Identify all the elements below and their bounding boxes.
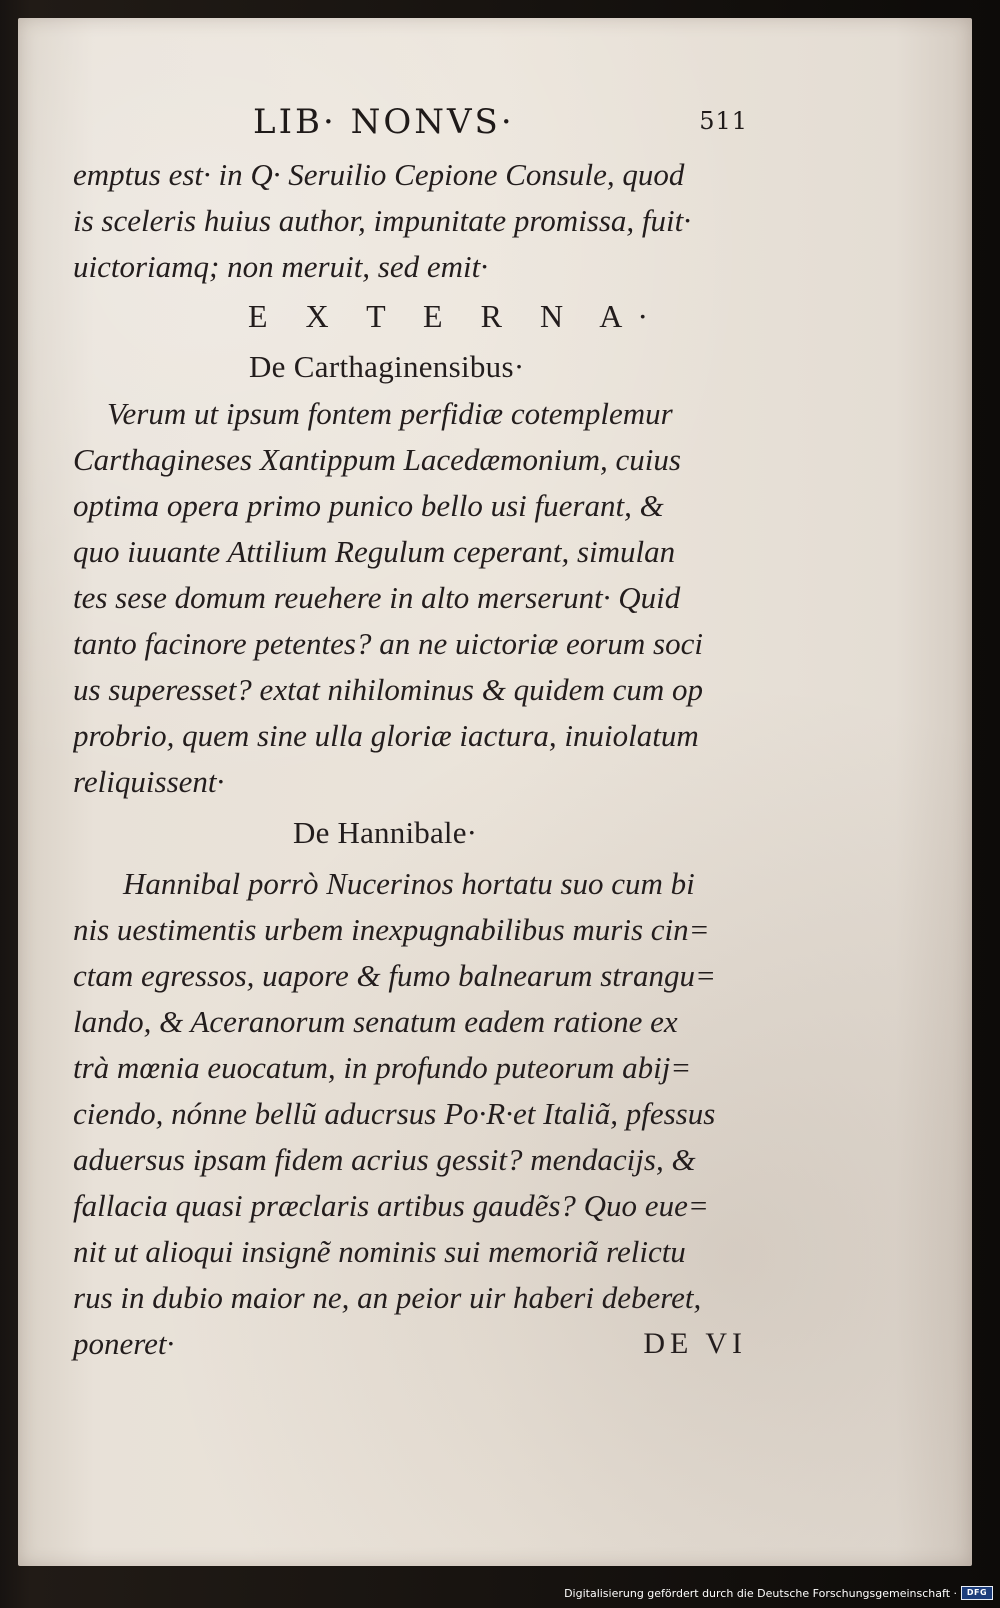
page-header <box>253 102 748 150</box>
text-line: optima opera primo punico bello usi fuerant, & <box>73 488 664 523</box>
credit-text: Digitalisierung gefördert durch die Deutsche Forschungsgemeinschaft · <box>564 1586 957 1600</box>
page-number: 511 <box>699 107 748 135</box>
text-line: tanto facinore petentes? an ne uictoriæ eorum soci <box>73 626 703 661</box>
running-head: LIB· NONVS· <box>253 102 515 142</box>
catchword: DE VI <box>643 1327 747 1360</box>
text-line: emptus est· in Q· Seruilio Cepione Consule, quod <box>73 157 685 192</box>
text-line: Verum ut ipsum fontem perfidiæ cotemplemur <box>107 396 673 431</box>
dfg-logo-icon: DFG <box>961 1586 993 1600</box>
text-line: lando, & Aceranorum senatum eadem ratione ex <box>73 1004 678 1039</box>
text-line: rus in dubio maior ne, an peior uir haberi deberet, <box>73 1280 702 1315</box>
digitization-credit <box>564 1583 993 1603</box>
book-page <box>18 18 972 1566</box>
text-line: trà mœnia euocatum, in profundo puteorum abij= <box>73 1050 692 1085</box>
text-line: fallacia quasi præclaris artibus gaudẽs? Quo eue= <box>73 1188 709 1223</box>
text-line: tes sese domum reuehere in alto merserunt· Quid <box>73 580 681 615</box>
latin-text-block <box>73 152 747 1367</box>
text-line: quo iuuante Attilium Regulum ceperant, simulan <box>73 534 676 569</box>
final-text-line: poneret· <box>73 1326 175 1361</box>
final-line-row <box>73 1321 747 1367</box>
text-line: nit ut alioqui insignẽ nominis sui memoriã relictu <box>73 1234 686 1269</box>
text-line: is sceleris huius author, impunitate promissa, fuit· <box>73 203 692 238</box>
text-line: Carthagineses Xantippum Lacedæmonium, cuius <box>73 442 681 477</box>
text-line: aduersus ipsam fidem acrius gessit? mendacijs, & <box>73 1142 696 1177</box>
text-line: us superesset? extat nihilominus & quidem cum op <box>73 672 703 707</box>
hannibal-subheading: De Hannibale· <box>293 815 478 850</box>
text-line: ciendo, nónne bellũ aducrsus Po·R·et Italiã, pfessus <box>73 1096 716 1131</box>
text-line: reliquissent· <box>73 764 225 799</box>
text-line: Hannibal porrò Nucerinos hortatu suo cum bi <box>123 866 695 901</box>
carthage-subheading: De Carthaginensibus· <box>249 349 525 384</box>
text-line: ctam egressos, uapore & fumo balnearum strangu= <box>73 958 716 993</box>
text-line: uictoriamq; non meruit, sed emit· <box>73 249 489 284</box>
text-line: nis uestimentis urbem inexpugnabilibus muris cin= <box>73 912 710 947</box>
externa-heading: E X T E R N A· <box>248 298 664 334</box>
text-line: probrio, quem sine ulla gloriæ iactura, inuiolatum <box>73 718 699 753</box>
